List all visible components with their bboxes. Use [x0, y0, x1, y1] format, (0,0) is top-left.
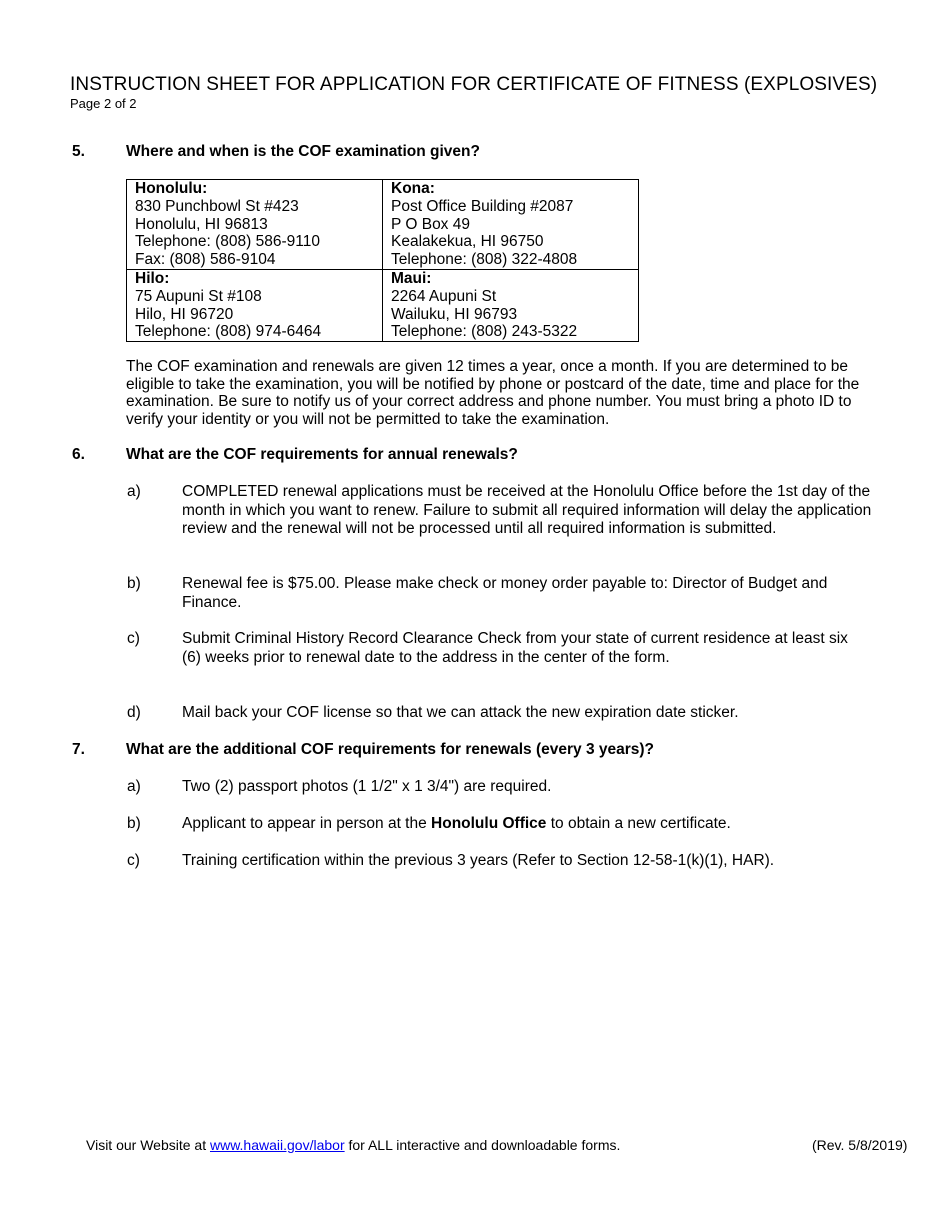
office-hilo	[127, 269, 383, 341]
office-line: Telephone: (808) 974-6464	[135, 323, 322, 341]
office-line: Kealakekua, HI 96750	[391, 233, 544, 251]
office-name: Kona:	[391, 180, 435, 197]
question-7-text: What are the additional COF requirements for renewals (every 3 years)?	[126, 741, 655, 758]
office-line: Telephone: (808) 586-9110	[135, 233, 320, 251]
renewal-item-a: COMPLETED renewal applications must be received at the Honolulu Office before the 1st day of the month in which you want to renew. Failure to submit all required information will delay the application review and the renewal will not be processed until all required information is submitted.	[182, 483, 872, 537]
question-6-number: 6.	[72, 446, 85, 463]
item-letter: c)	[127, 630, 140, 647]
office-name: Maui:	[391, 269, 432, 287]
office-line: Post Office Building #2087	[391, 197, 574, 215]
renewal-item-c-line1: Submit Criminal History Record Clearance Check from your state of current residence at least six	[182, 630, 848, 647]
office-line: Honolulu, HI 96813	[135, 215, 268, 233]
office-name: Honolulu:	[135, 180, 208, 197]
additional-item-c: Training certification within the previous 3 years (Refer to Section 12-58-1(k)(1), HAR).	[182, 852, 775, 869]
item-letter: d)	[127, 704, 141, 721]
revision-date: (Rev. 5/8/2019)	[812, 1137, 908, 1153]
honolulu-office-emphasis: Honolulu Office	[431, 815, 547, 832]
item-letter: b)	[127, 815, 141, 832]
office-line: Hilo, HI 96720	[135, 305, 234, 323]
question-5-number: 5.	[72, 143, 85, 160]
office-name: Hilo:	[135, 269, 170, 287]
document-title: INSTRUCTION SHEET FOR APPLICATION FOR CERTIFICATE OF FITNESS (EXPLOSIVES)	[70, 74, 878, 95]
renewal-item-c-line2: (6) weeks prior to renewal date to the address in the center of the form.	[182, 648, 670, 666]
item-letter: c)	[127, 852, 140, 869]
item-b-text-before: Applicant to appear in person at the	[182, 815, 432, 832]
office-line: Telephone: (808) 243-5322	[391, 323, 578, 341]
examination-paragraph: The COF examination and renewals are given 12 times a year, once a month. If you are determined to be eligible to take the examination, you will be notified by phone or postcard of the date, time and place for the examination. Be sure to notify us of your correct address and phone number. You must bring a photo ID to verify your identity or you will not be permitted to take the examination.	[126, 358, 860, 428]
office-line: 830 Punchbowl St #423	[135, 197, 299, 215]
renewal-item-b: Renewal fee is $75.00. Please make check or money order payable to: Director of Budget and Finance.	[182, 575, 828, 611]
office-kona	[383, 180, 639, 270]
office-maui	[383, 269, 639, 341]
office-line: Wailuku, HI 96793	[391, 305, 518, 323]
office-line: Telephone: (808) 322-4808	[391, 251, 578, 269]
office-line: 75 Aupuni St #108	[135, 287, 262, 305]
additional-item-b	[182, 815, 872, 834]
item-b-text-after: to obtain a new certificate.	[546, 815, 731, 832]
question-5-text: Where and when is the COF examination given?	[126, 143, 480, 160]
footer-text-before: Visit our Website at	[86, 1137, 210, 1153]
office-line: Fax: (808) 586-9104	[135, 251, 276, 269]
question-6-text: What are the COF requirements for annual renewals?	[126, 446, 518, 463]
renewal-item-d: Mail back your COF license so that we can attack the new expiration date sticker.	[182, 704, 739, 721]
footer-website-note	[86, 1137, 620, 1153]
renewal-item-c	[182, 630, 872, 667]
page-number: Page 2 of 2	[70, 96, 137, 111]
additional-item-a: Two (2) passport photos (1 1/2" x 1 3/4") are required.	[182, 778, 552, 795]
item-letter: b)	[127, 575, 141, 592]
office-locations-table	[126, 179, 639, 342]
item-letter: a)	[127, 483, 141, 500]
office-line: 2264 Aupuni St	[391, 287, 497, 305]
question-7-number: 7.	[72, 741, 85, 758]
website-link[interactable]: www.hawaii.gov/labor	[209, 1137, 345, 1153]
office-line: P O Box 49	[391, 215, 470, 233]
office-honolulu	[127, 180, 383, 270]
item-letter: a)	[127, 778, 141, 795]
footer-text-after: for ALL interactive and downloadable forms.	[344, 1137, 621, 1153]
